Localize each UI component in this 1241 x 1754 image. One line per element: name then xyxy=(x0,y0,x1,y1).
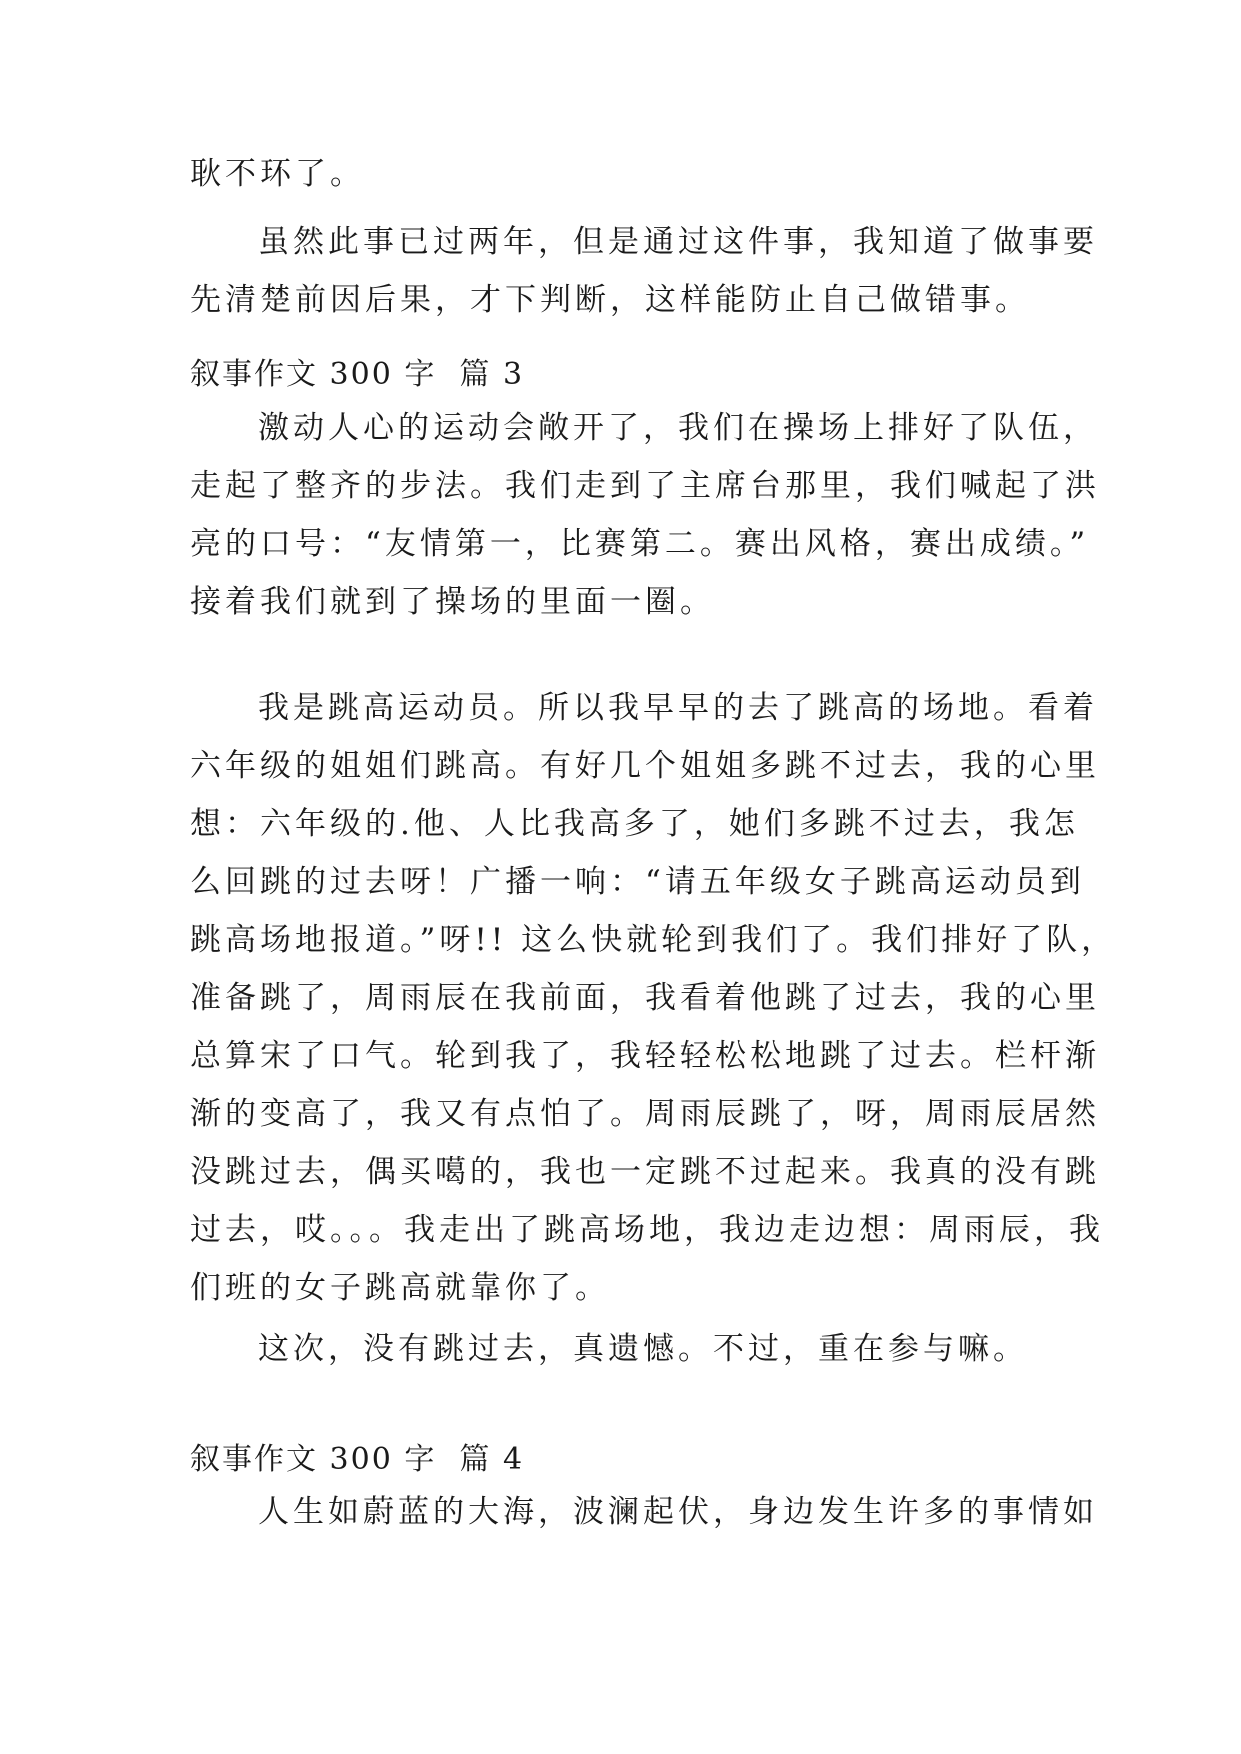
paragraph-conclusion xyxy=(190,213,1098,329)
paragraph-3-1 xyxy=(190,399,1100,631)
paragraph-3-2 xyxy=(190,679,1117,1317)
paragraph-3-3 xyxy=(190,1320,1050,1378)
text-line: 想：六年级的.他、人比我高多了，她们多跳不过去，我怎 xyxy=(190,806,1079,842)
text-line: 亮的口号：“友情第一，比赛第二。赛出风格，赛出成绩。” xyxy=(190,526,1090,562)
text-line: 过去，哎。。。我走出了跳高场地，我边走边想：周雨辰，我 xyxy=(190,1212,1104,1248)
text-line: 耿不环了。 xyxy=(190,156,365,192)
text-line: 们班的女子跳高就靠你了。 xyxy=(190,1270,610,1306)
text-line: 跳高场地报道。”呀!! 这么快就轮到我们了。我们排好了队， xyxy=(190,922,1117,958)
text-line: 六年级的姐姐们跳高。有好几个姐姐多跳不过去，我的心里 xyxy=(190,748,1100,784)
text-line: 人生如蔚蓝的大海，波澜起伏，身边发生许多的事情如 xyxy=(258,1494,1098,1530)
text-line: 我是跳高运动员。所以我早早的去了跳高的场地。看着 xyxy=(258,690,1098,726)
text-line: 没跳过去，偶买噶的，我也一定跳不过起来。我真的没有跳 xyxy=(190,1154,1100,1190)
text-line: 总算宋了口气。轮到我了，我轻轻松松地跳了过去。栏杆渐 xyxy=(190,1038,1100,1074)
text-line: 接着我们就到了操场的里面一圈。 xyxy=(190,584,715,620)
text-line: 虽然此事已过两年，但是通过这件事，我知道了做事要 xyxy=(258,224,1098,260)
section-heading-4: 叙事作文 300 字 篇 4 xyxy=(190,1442,525,1477)
text-line: 先清楚前因后果，才下判断，这样能防止自己做错事。 xyxy=(190,282,1030,318)
paragraph-4-1 xyxy=(190,1483,1098,1541)
text-line: 准备跳了，周雨辰在我前面，我看着他跳了过去，我的心里 xyxy=(190,980,1100,1016)
text-line: 这次，没有跳过去，真遗憾。不过，重在参与嘛。 xyxy=(258,1331,1028,1367)
text-line: 走起了整齐的步法。我们走到了主席台那里，我们喊起了洪 xyxy=(190,468,1100,504)
text-line: 么回跳的过去呀！广播一响：“请五年级女子跳高运动员到 xyxy=(190,864,1085,900)
paragraph-ending xyxy=(190,145,1050,203)
text-line: 渐的变高了，我又有点怕了。周雨辰跳了，呀，周雨辰居然 xyxy=(190,1096,1100,1132)
text-line: 激动人心的运动会敞开了，我们在操场上排好了队伍， xyxy=(258,410,1098,446)
section-heading-3: 叙事作文 300 字 篇 3 xyxy=(190,357,525,392)
